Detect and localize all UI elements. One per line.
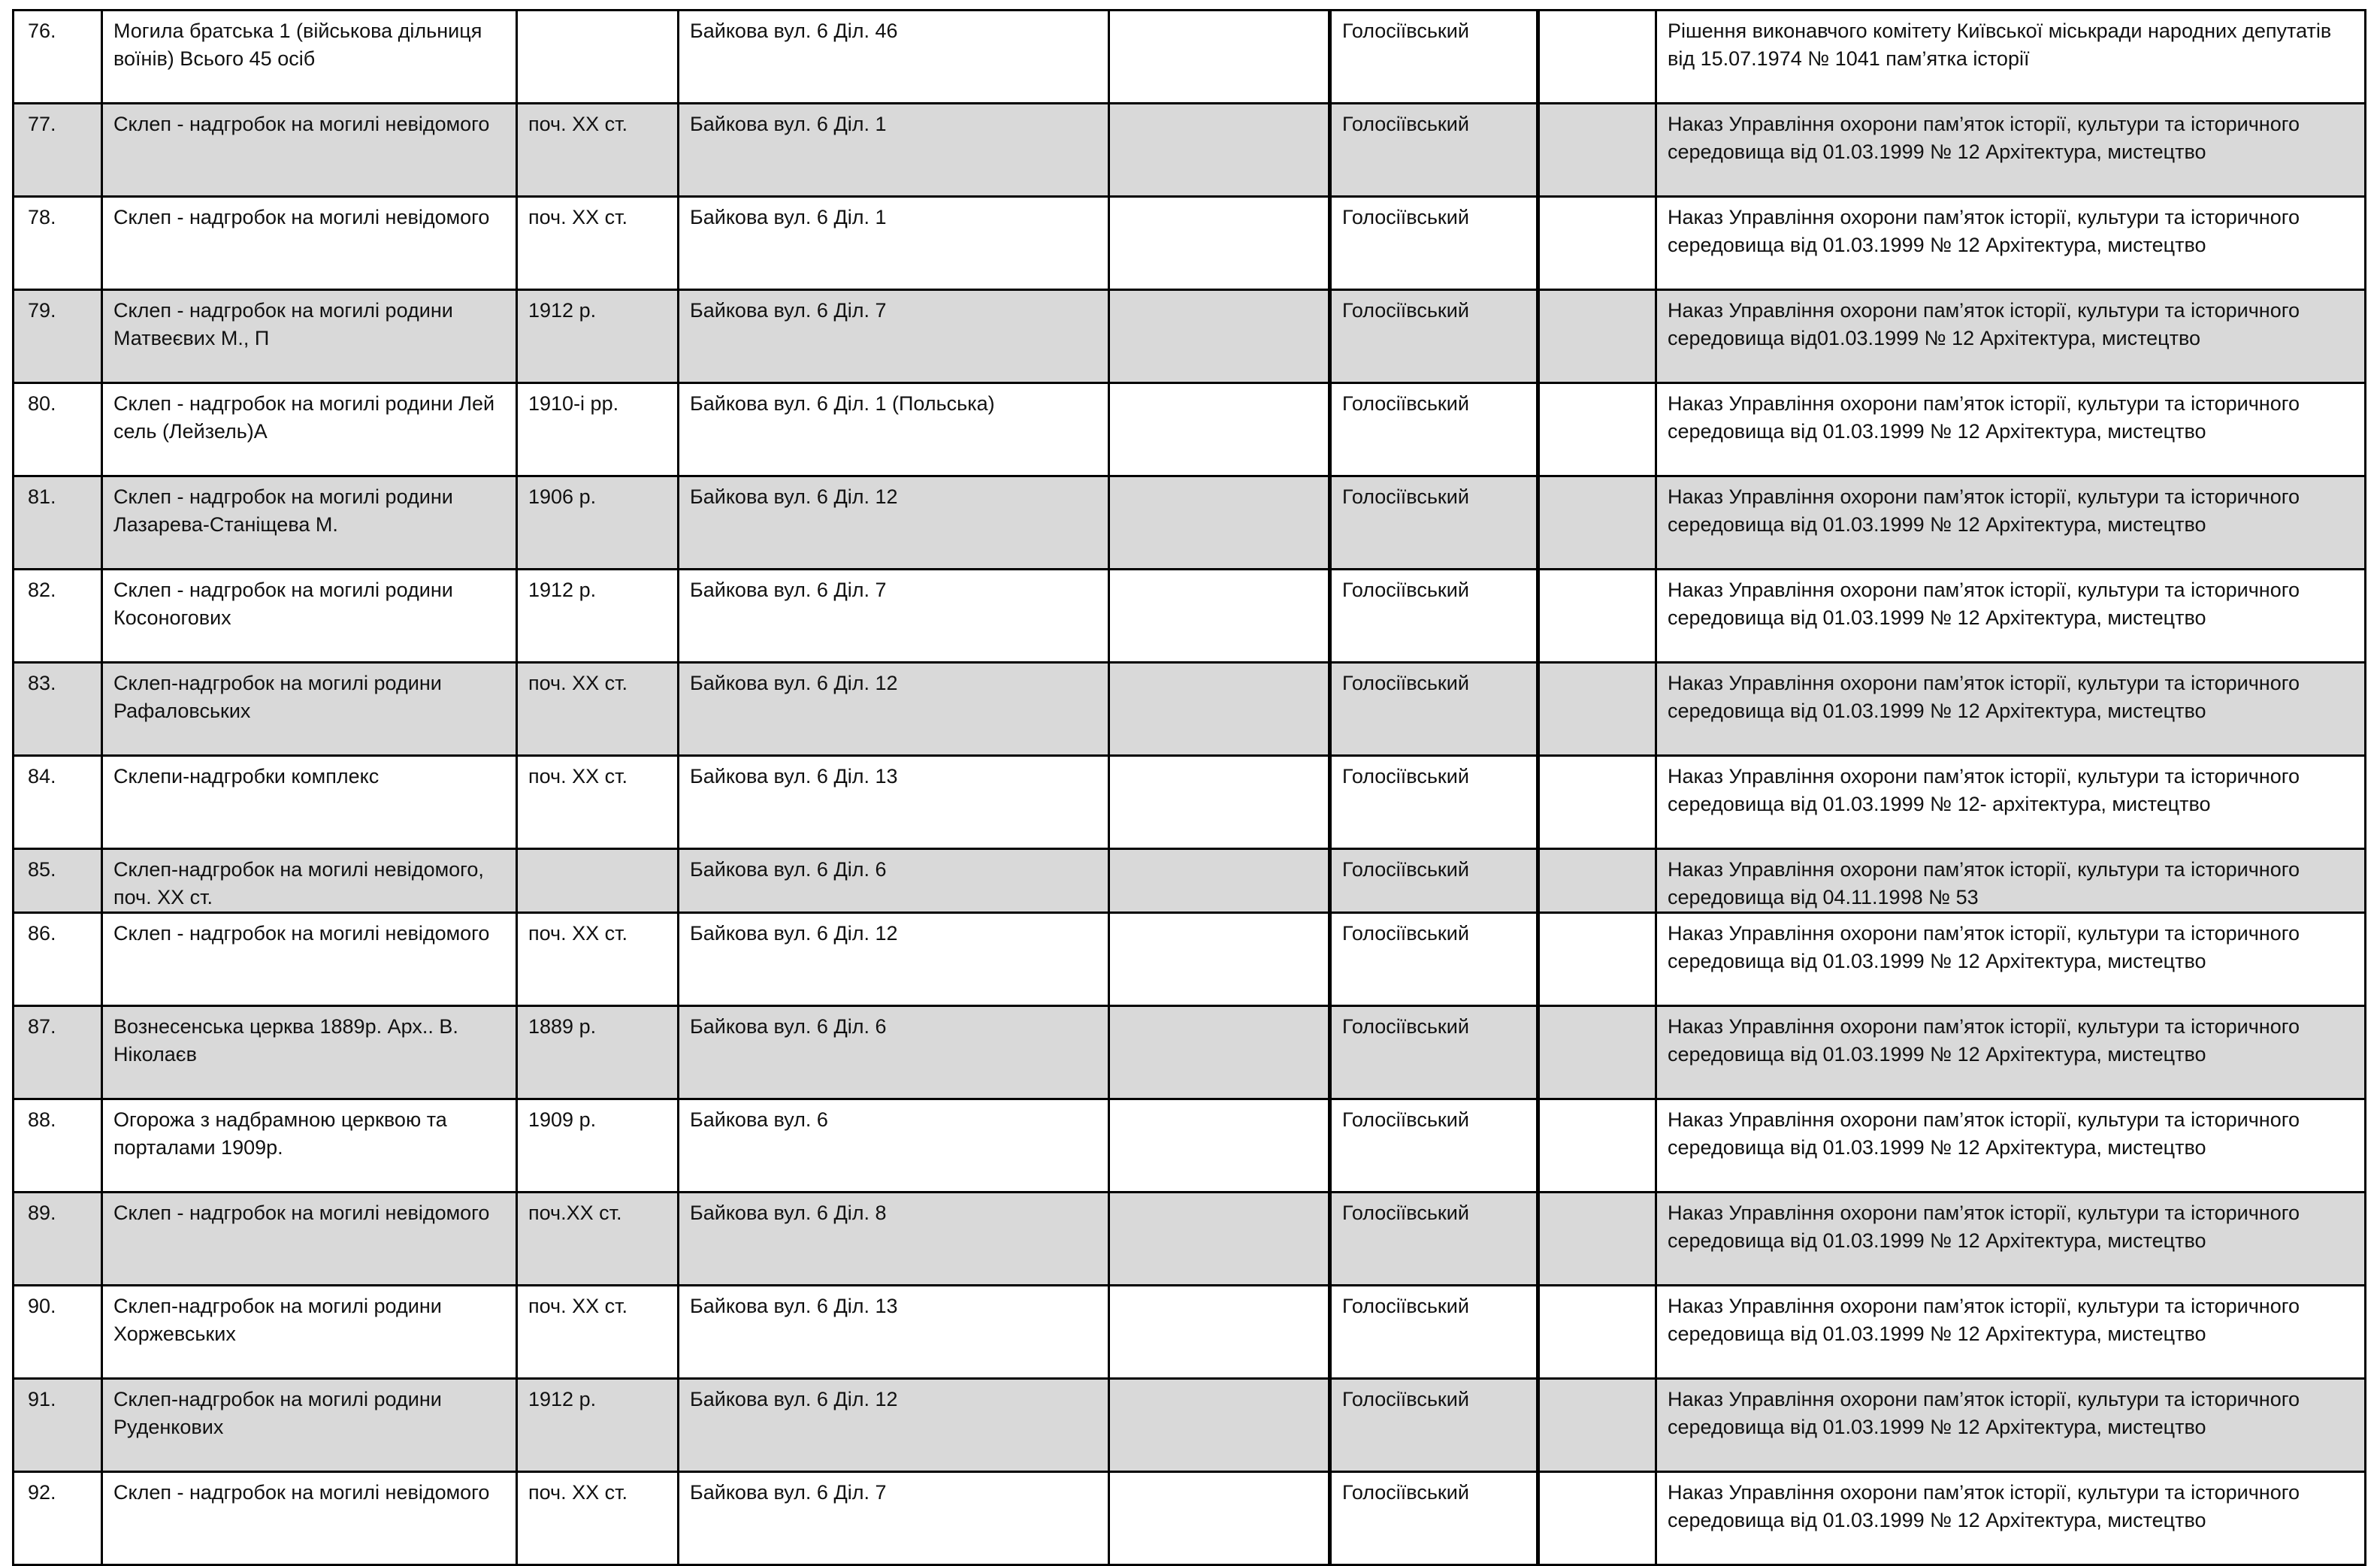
empty-cell [1109, 756, 1330, 849]
protection-document: Рішення виконавчого комітету Київської міськради народних депутатів від 15.07.1974 № 1041 пам’ятка історії [1656, 11, 2366, 104]
protection-document: Наказ Управління охорони пам’яток історії, культури та історичного середовища від 01.03.1999 № 12- архітектура, мистецтво [1656, 756, 2366, 849]
object-address: Байкова вул. 6 Діл. 12 [679, 476, 1109, 570]
empty-cell [1109, 383, 1330, 476]
empty-cell [1109, 1286, 1330, 1379]
protection-document: Наказ Управління охорони пам’яток історії, культури та історичного середовища від 01.03.1999 № 12 Архітектура, мистецтво [1656, 663, 2366, 756]
object-name: Склеп - надгробок на могилі невідомого [102, 913, 517, 1006]
district: Голосіївський [1330, 1099, 1538, 1193]
row-number: 91. [14, 1379, 102, 1472]
table-row [14, 1286, 2366, 1379]
district: Голосіївський [1330, 476, 1538, 570]
object-address: Байкова вул. 6 Діл. 12 [679, 913, 1109, 1006]
object-address: Байкова вул. 6 Діл. 1 [679, 197, 1109, 290]
object-name: Склеп-надгробок на могилі невідомого, поч. XX ст. [102, 849, 517, 913]
object-name: Склеп - надгробок на могилі невідомого [102, 104, 517, 197]
object-date: поч. XX ст. [517, 1472, 679, 1565]
protection-document: Наказ Управління охорони пам’яток історії, культури та історичного середовища від 01.03.1999 № 12 Архітектура, мистецтво [1656, 476, 2366, 570]
table-row [14, 756, 2366, 849]
table-row [14, 11, 2366, 104]
object-date: поч. XX ст. [517, 197, 679, 290]
table-row [14, 849, 2366, 913]
object-name: Склеп - надгробок на могилі родини Лазарева-Станіщева М. [102, 476, 517, 570]
district: Голосіївський [1330, 756, 1538, 849]
protection-document: Наказ Управління охорони пам’яток історії, культури та історичного середовища від 01.03.1999 № 12 Архітектура, мистецтво [1656, 1472, 2366, 1565]
protection-document: Наказ Управління охорони пам’яток історії, культури та історичного середовища від01.03.1999 № 12 Архітектура, мистецтво [1656, 290, 2366, 383]
row-number: 82. [14, 570, 102, 663]
table-row [14, 1006, 2366, 1099]
protection-document: Наказ Управління охорони пам’яток історії, культури та історичного середовища від 04.11.1998 № 53 [1656, 849, 2366, 913]
protection-document: Наказ Управління охорони пам’яток історії, культури та історичного середовища від 01.03.1999 № 12 Архітектура, мистецтво [1656, 383, 2366, 476]
district: Голосіївський [1330, 1286, 1538, 1379]
protection-document: Наказ Управління охорони пам’яток історії, культури та історичного середовища від 01.03.1999 № 12 Архітектура, мистецтво [1656, 1286, 2366, 1379]
empty-cell [1109, 11, 1330, 104]
empty-cell [1109, 1379, 1330, 1472]
table-row [14, 1193, 2366, 1286]
district: Голосіївський [1330, 1472, 1538, 1565]
row-number: 92. [14, 1472, 102, 1565]
empty-cell [1538, 756, 1656, 849]
object-address: Байкова вул. 6 Діл. 7 [679, 1472, 1109, 1565]
empty-cell [1538, 1379, 1656, 1472]
row-number: 84. [14, 756, 102, 849]
object-name: Склеп - надгробок на могилі родини Косоногових [102, 570, 517, 663]
object-date: 1889 р. [517, 1006, 679, 1099]
empty-cell [1538, 383, 1656, 476]
district: Голосіївський [1330, 11, 1538, 104]
empty-cell [1109, 476, 1330, 570]
object-address: Байкова вул. 6 Діл. 12 [679, 1379, 1109, 1472]
object-date: 1909 р. [517, 1099, 679, 1193]
empty-cell [1109, 849, 1330, 913]
object-date: поч. XX ст. [517, 104, 679, 197]
object-name: Склеп-надгробок на могилі родини Руденкових [102, 1379, 517, 1472]
district: Голосіївський [1330, 663, 1538, 756]
district: Голосіївський [1330, 913, 1538, 1006]
district: Голосіївський [1330, 1006, 1538, 1099]
object-name: Склеп - надгробок на могилі невідомого [102, 1472, 517, 1565]
protection-document: Наказ Управління охорони пам’яток історії, культури та історичного середовища від 01.03.1999 № 12 Архітектура, мистецтво [1656, 1379, 2366, 1472]
row-number: 86. [14, 913, 102, 1006]
district: Голосіївський [1330, 1193, 1538, 1286]
object-address: Байкова вул. 6 Діл. 46 [679, 11, 1109, 104]
table-row [14, 104, 2366, 197]
object-address: Байкова вул. 6 Діл. 12 [679, 663, 1109, 756]
object-date: 1912 р. [517, 1379, 679, 1472]
object-address: Байкова вул. 6 Діл. 1 (Польська) [679, 383, 1109, 476]
object-name: Огорожа з надбрамною церквою та порталами 1909р. [102, 1099, 517, 1193]
row-number: 79. [14, 290, 102, 383]
table-body [14, 11, 2366, 1565]
object-address: Байкова вул. 6 Діл. 13 [679, 1286, 1109, 1379]
object-name: Могила братська 1 (військова дільниця воїнів) Всього 45 осіб [102, 11, 517, 104]
district: Голосіївський [1330, 849, 1538, 913]
empty-cell [1538, 570, 1656, 663]
empty-cell [1538, 476, 1656, 570]
table-row [14, 476, 2366, 570]
object-name: Склеп - надгробок на могилі невідомого [102, 197, 517, 290]
object-date: поч. XX ст. [517, 1286, 679, 1379]
row-number: 80. [14, 383, 102, 476]
protection-document: Наказ Управління охорони пам’яток історії, культури та історичного середовища від 01.03.1999 № 12 Архітектура, мистецтво [1656, 1099, 2366, 1193]
heritage-registry-table [12, 9, 2366, 1566]
object-address: Байкова вул. 6 Діл. 8 [679, 1193, 1109, 1286]
table-row [14, 1472, 2366, 1565]
object-date: 1910-і рр. [517, 383, 679, 476]
empty-cell [1538, 913, 1656, 1006]
object-date: 1912 р. [517, 570, 679, 663]
empty-cell [1109, 1006, 1330, 1099]
row-number: 90. [14, 1286, 102, 1379]
protection-document: Наказ Управління охорони пам’яток історії, культури та історичного середовища від 01.03.1999 № 12 Архітектура, мистецтво [1656, 104, 2366, 197]
empty-cell [1109, 913, 1330, 1006]
row-number: 87. [14, 1006, 102, 1099]
protection-document: Наказ Управління охорони пам’яток історії, культури та історичного середовища від 01.03.1999 № 12 Архітектура, мистецтво [1656, 913, 2366, 1006]
table-row [14, 663, 2366, 756]
object-date: 1906 р. [517, 476, 679, 570]
district: Голосіївський [1330, 197, 1538, 290]
object-date: 1912 р. [517, 290, 679, 383]
object-name: Склеп - надгробок на могилі родини Матвеєвих М., П [102, 290, 517, 383]
empty-cell [1109, 570, 1330, 663]
empty-cell [1109, 663, 1330, 756]
row-number: 85. [14, 849, 102, 913]
object-date [517, 11, 679, 104]
row-number: 76. [14, 11, 102, 104]
object-address: Байкова вул. 6 [679, 1099, 1109, 1193]
row-number: 89. [14, 1193, 102, 1286]
protection-document: Наказ Управління охорони пам’яток історії, культури та історичного середовища від 01.03.1999 № 12 Архітектура, мистецтво [1656, 570, 2366, 663]
protection-document: Наказ Управління охорони пам’яток історії, культури та історичного середовища від 01.03.1999 № 12 Архітектура, мистецтво [1656, 1006, 2366, 1099]
empty-cell [1109, 197, 1330, 290]
empty-cell [1109, 1472, 1330, 1565]
row-number: 81. [14, 476, 102, 570]
empty-cell [1538, 1286, 1656, 1379]
row-number: 88. [14, 1099, 102, 1193]
object-name: Вознесенська церква 1889р. Арх.. В. Ніколаєв [102, 1006, 517, 1099]
district: Голосіївський [1330, 290, 1538, 383]
object-address: Байкова вул. 6 Діл. 7 [679, 290, 1109, 383]
empty-cell [1538, 1472, 1656, 1565]
table-row [14, 197, 2366, 290]
protection-document: Наказ Управління охорони пам’яток історії, культури та історичного середовища від 01.03.1999 № 12 Архітектура, мистецтво [1656, 1193, 2366, 1286]
object-date: поч. XX ст. [517, 663, 679, 756]
empty-cell [1109, 1099, 1330, 1193]
table-row [14, 1379, 2366, 1472]
empty-cell [1538, 1099, 1656, 1193]
object-date: поч. XX ст. [517, 756, 679, 849]
object-name: Склеп - надгробок на могилі родини Лей сель (Лейзель)А [102, 383, 517, 476]
empty-cell [1109, 1193, 1330, 1286]
empty-cell [1538, 1006, 1656, 1099]
empty-cell [1538, 663, 1656, 756]
district: Голосіївський [1330, 104, 1538, 197]
object-name: Склеп-надгробок на могилі родини Хоржевських [102, 1286, 517, 1379]
empty-cell [1538, 1193, 1656, 1286]
empty-cell [1109, 104, 1330, 197]
table-row [14, 383, 2366, 476]
empty-cell [1538, 104, 1656, 197]
object-address: Байкова вул. 6 Діл. 1 [679, 104, 1109, 197]
table-row [14, 570, 2366, 663]
object-name: Склеп - надгробок на могилі невідомого [102, 1193, 517, 1286]
district: Голосіївський [1330, 1379, 1538, 1472]
district: Голосіївський [1330, 570, 1538, 663]
object-address: Байкова вул. 6 Діл. 7 [679, 570, 1109, 663]
object-date: поч.XX ст. [517, 1193, 679, 1286]
empty-cell [1109, 290, 1330, 383]
row-number: 78. [14, 197, 102, 290]
table-row [14, 1099, 2366, 1193]
object-address: Байкова вул. 6 Діл. 6 [679, 849, 1109, 913]
district: Голосіївський [1330, 383, 1538, 476]
object-date [517, 849, 679, 913]
object-address: Байкова вул. 6 Діл. 13 [679, 756, 1109, 849]
empty-cell [1538, 197, 1656, 290]
object-date: поч. XX ст. [517, 913, 679, 1006]
empty-cell [1538, 849, 1656, 913]
row-number: 83. [14, 663, 102, 756]
row-number: 77. [14, 104, 102, 197]
object-name: Склепи-надгробки комплекс [102, 756, 517, 849]
object-address: Байкова вул. 6 Діл. 6 [679, 1006, 1109, 1099]
object-name: Склеп-надгробок на могилі родини Рафаловських [102, 663, 517, 756]
table-row [14, 913, 2366, 1006]
empty-cell [1538, 11, 1656, 104]
table-row [14, 290, 2366, 383]
empty-cell [1538, 290, 1656, 383]
protection-document: Наказ Управління охорони пам’яток історії, культури та історичного середовища від 01.03.1999 № 12 Архітектура, мистецтво [1656, 197, 2366, 290]
